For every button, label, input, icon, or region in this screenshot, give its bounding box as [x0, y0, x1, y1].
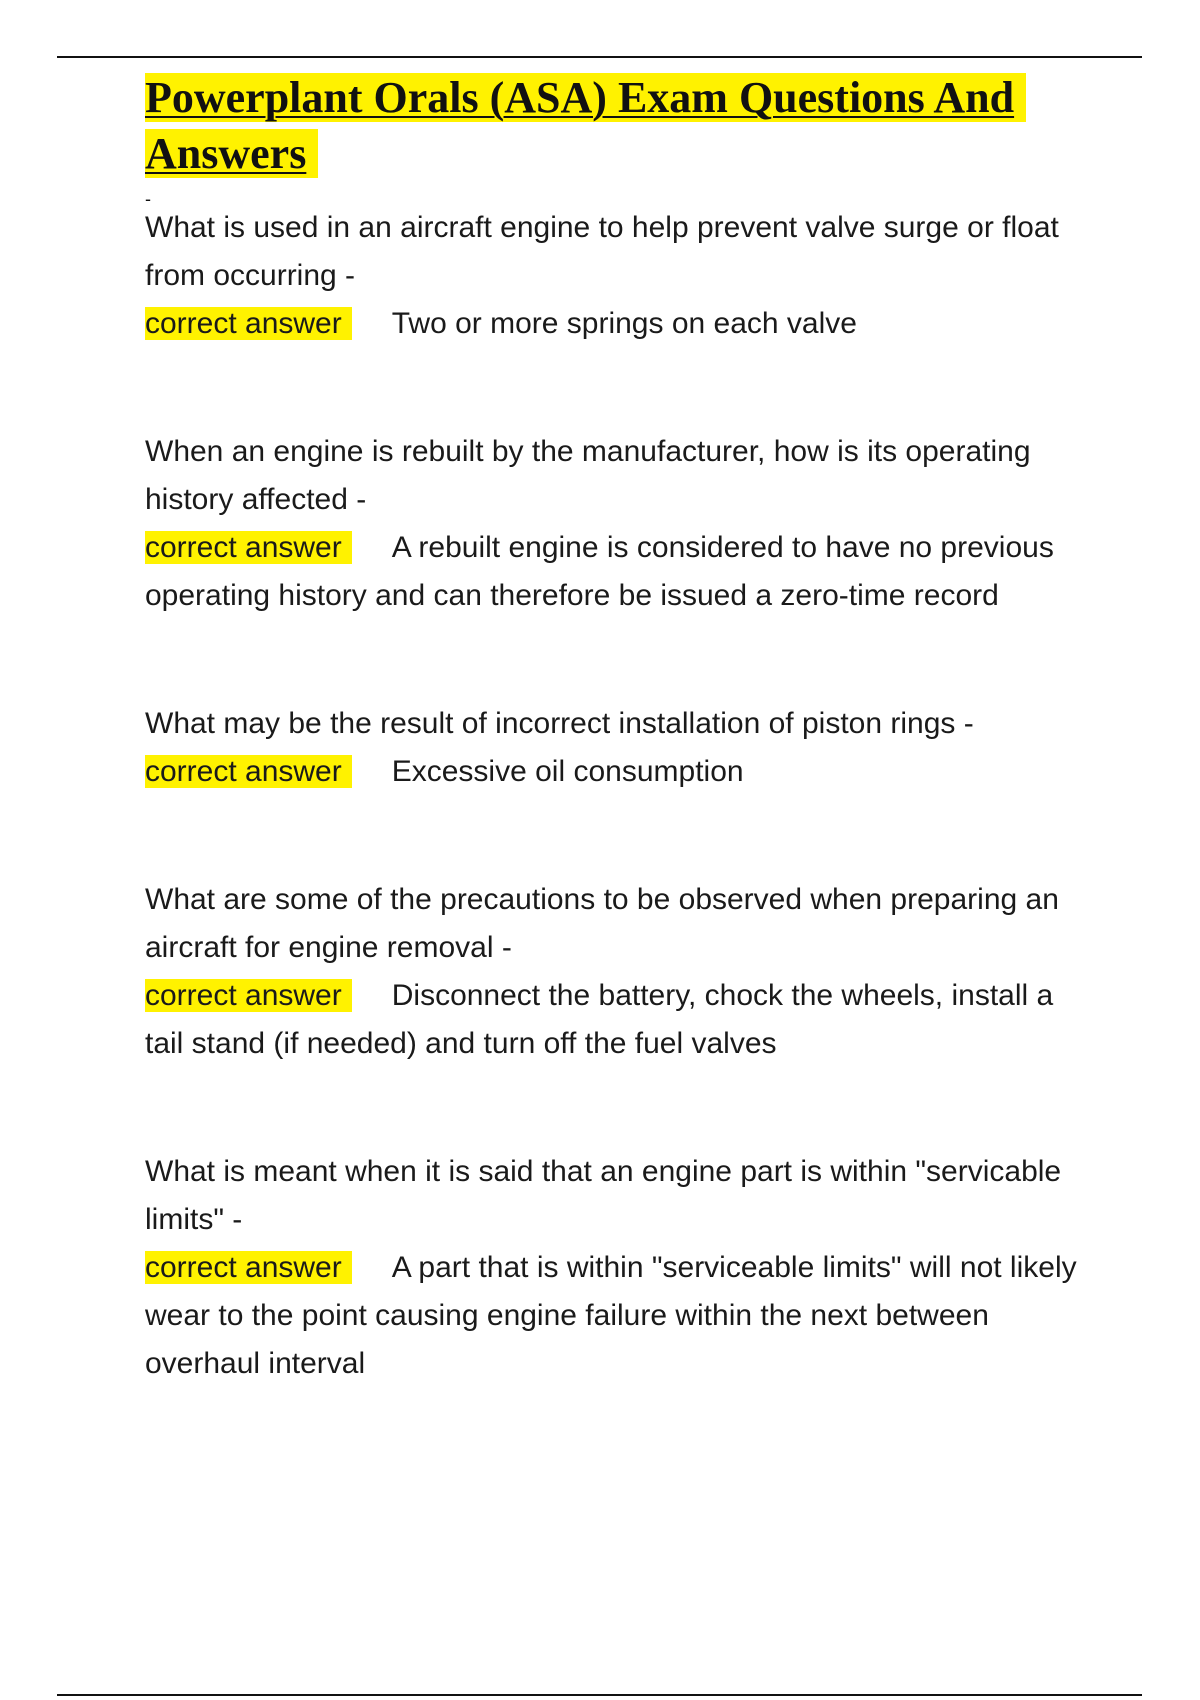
answer-line: [145, 748, 1095, 796]
answer-line: [145, 972, 1095, 1068]
answer-line: [145, 524, 1095, 620]
qa-item: [145, 1148, 1095, 1388]
qa-item: [145, 428, 1095, 620]
answer-text: A rebuilt engine is considered to have no previous operating history and can therefore be issued a zero-time record: [145, 531, 1054, 612]
correct-answer-label: correct answer: [145, 1251, 352, 1284]
qa-item: [145, 876, 1095, 1068]
question-text: What is meant when it is said that an engine part is within "servicable limits" -: [145, 1155, 1062, 1236]
answer-text: Disconnect the battery, chock the wheels, install a tail stand (if needed) and turn off the fuel valves: [145, 979, 1054, 1060]
document-title: [145, 70, 1095, 182]
document-title-text: Powerplant Orals (ASA) Exam Questions And Answers: [145, 73, 1026, 178]
qa-item: [145, 204, 1095, 348]
answer-text: Two or more springs on each valve: [391, 307, 857, 340]
answer-text: A part that is within "serviceable limits" will not likely wear to the point causing engine failure within the next between overhaul interval: [145, 1251, 1077, 1380]
correct-answer-label: correct answer: [145, 531, 352, 564]
answer-line: [145, 1244, 1095, 1388]
bottom-rule: [57, 1694, 1142, 1696]
document-body: [145, 70, 1095, 1388]
question-text: What are some of the precautions to be observed when preparing an aircraft for engine removal -: [145, 883, 1059, 964]
question-text: What may be the result of incorrect installation of piston rings -: [145, 707, 974, 740]
leading-mark: -: [145, 189, 151, 209]
question-text: When an engine is rebuilt by the manufacturer, how is its operating history affected -: [145, 435, 1031, 516]
answer-line: [145, 300, 1095, 348]
top-rule: [57, 56, 1142, 58]
correct-answer-label: correct answer: [145, 979, 352, 1012]
question-text: What is used in an aircraft engine to help prevent valve surge or float from occurring -: [145, 211, 1059, 292]
answer-text: Excessive oil consumption: [391, 755, 744, 788]
correct-answer-label: correct answer: [145, 755, 352, 788]
correct-answer-label: correct answer: [145, 307, 352, 340]
qa-item: [145, 700, 1095, 796]
